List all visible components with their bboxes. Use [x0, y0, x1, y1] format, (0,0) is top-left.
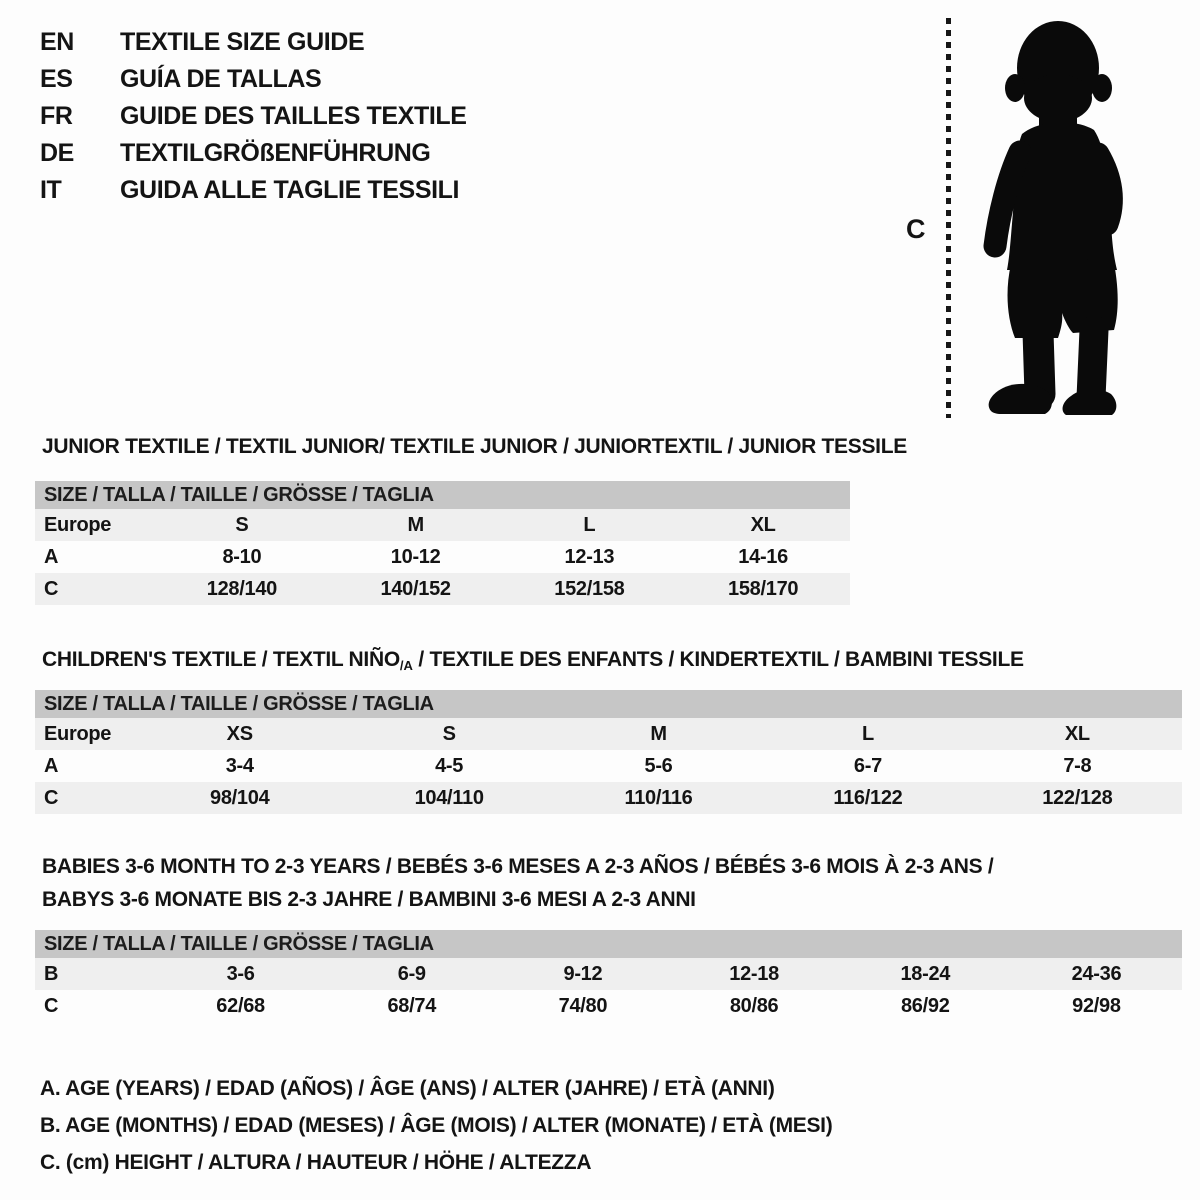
table-cell: L [583, 513, 596, 536]
language-title: TEXTILE SIZE GUIDE [120, 28, 365, 56]
legend-line-c: C. (cm) HEIGHT / ALTURA / HAUTEUR / HÖHE / ALTEZZA [40, 1151, 592, 1174]
table-cell: 18-24 [900, 962, 951, 985]
height-measure-dashed-line [946, 18, 951, 418]
table-cell: 7-8 [1063, 754, 1092, 777]
silhouette-leg-left [1038, 332, 1040, 394]
table-row [35, 958, 1182, 990]
toddler-silhouette-image [965, 16, 1145, 418]
table-cell: M [407, 513, 424, 536]
language-code: EN [40, 28, 74, 56]
children-title-rest: / TEXTILE DES ENFANTS / KINDERTEXTIL / BAMBINI TESSILE [412, 648, 1024, 671]
language-title-list [40, 24, 467, 209]
table-cell: 152/158 [554, 577, 625, 600]
table-cell: 92/98 [1072, 994, 1121, 1017]
children-table [35, 690, 1182, 814]
table-cell: S [442, 722, 456, 745]
table-row [35, 990, 1182, 1022]
table-cell: 9-12 [563, 962, 603, 985]
table-row [35, 750, 1182, 782]
size-header-bar: SIZE / TALLA / TAILLE / GRÖSSE / TAGLIA [35, 481, 850, 509]
legend-line-a: A. AGE (YEARS) / EDAD (AÑOS) / ÂGE (ANS) / ALTER (JAHRE) / ETÀ (ANNI) [40, 1077, 775, 1100]
babies-section-title [42, 850, 993, 916]
junior-table [35, 481, 850, 605]
language-title: GUÍA DE TALLAS [120, 65, 322, 93]
language-title: TEXTILGRÖßENFÜHRUNG [120, 139, 431, 167]
children-title-main: CHILDREN'S TEXTILE / TEXTIL NIÑO [42, 648, 400, 671]
list-item [40, 61, 467, 98]
table-row [35, 509, 850, 541]
table-cell: 3-6 [226, 962, 255, 985]
table-row [35, 573, 850, 605]
table-cell: 5-6 [644, 754, 673, 777]
table-cell: 74/80 [558, 994, 608, 1017]
table-cell: 80/86 [729, 994, 779, 1017]
table-cell: 122/128 [1042, 786, 1113, 809]
table-cell: 68/74 [387, 994, 437, 1017]
children-section-title [42, 643, 1024, 678]
table-row [35, 541, 850, 573]
language-title: GUIDE DES TAILLES TEXTILE [120, 102, 467, 130]
table-cell: 128/140 [206, 577, 277, 600]
table-cell: 3-4 [225, 754, 254, 777]
table-cell: 158/170 [728, 577, 799, 600]
measurement-legend [40, 1070, 832, 1181]
table-cell: 62/68 [216, 994, 265, 1017]
list-item [40, 135, 467, 172]
table-cell: XS [226, 722, 253, 745]
measure-label-c: C [906, 214, 926, 244]
table-cell: 4-5 [435, 754, 464, 777]
row-label: C [44, 994, 59, 1017]
babies-title-line1: BABIES 3-6 MONTH TO 2-3 YEARS / BEBÉS 3-6 MESES A 2-3 AÑOS / BÉBÉS 3-6 MOIS À 2-3 ANS / [42, 855, 994, 878]
list-item [40, 172, 467, 209]
row-label: C [44, 577, 59, 600]
table-cell: 12-13 [564, 545, 615, 568]
row-label: A [44, 754, 59, 777]
table-cell: 6-7 [853, 754, 882, 777]
table-cell: 14-16 [738, 545, 788, 568]
list-item [40, 98, 467, 135]
table-cell: M [650, 722, 667, 745]
table-cell: 104/110 [414, 786, 484, 809]
language-code: IT [40, 176, 62, 204]
silhouette-arm-right [1098, 154, 1111, 224]
table-cell: XL [750, 513, 776, 536]
table-cell: 10-12 [390, 545, 441, 568]
row-label: Europe [44, 513, 112, 536]
table-cell: XL [1064, 722, 1090, 745]
table-cell: 110/116 [624, 786, 693, 809]
size-header-bar: SIZE / TALLA / TAILLE / GRÖSSE / TAGLIA [35, 690, 1182, 718]
table-cell: 6-9 [397, 962, 426, 985]
table-row [35, 718, 1182, 750]
language-code: ES [40, 65, 73, 93]
junior-section-title: JUNIOR TEXTILE / TEXTIL JUNIOR/ TEXTILE JUNIOR / JUNIORTEXTIL / JUNIOR TESSILE [42, 435, 907, 458]
list-item [40, 24, 467, 61]
row-label: A [44, 545, 59, 568]
silhouette-leg-right [1091, 330, 1094, 398]
table-cell: 98/104 [210, 786, 270, 809]
language-title: GUIDA ALLE TAGLIE TESSILI [120, 176, 460, 204]
row-label: C [44, 786, 59, 809]
table-cell: 140/152 [380, 577, 451, 600]
babies-title-line2: BABYS 3-6 MONATE BIS 2-3 JAHRE / BAMBINI 3-6 MESI A 2-3 ANNI [42, 888, 696, 911]
table-cell: 86/92 [900, 994, 950, 1017]
babies-table [35, 930, 1182, 1022]
silhouette-ear-left [1005, 74, 1025, 102]
language-code: DE [40, 139, 74, 167]
size-header-bar: SIZE / TALLA / TAILLE / GRÖSSE / TAGLIA [35, 930, 1182, 958]
silhouette-foot-right [1063, 389, 1117, 415]
children-title-subscript: /A [399, 658, 413, 673]
table-cell: 8-10 [222, 545, 262, 568]
row-label: Europe [44, 722, 112, 745]
silhouette-ear-right [1092, 74, 1112, 102]
table-cell: 12-18 [729, 962, 779, 985]
table-cell: L [861, 722, 874, 745]
row-label: B [44, 962, 59, 985]
table-cell: S [235, 513, 249, 536]
language-code: FR [40, 102, 73, 130]
table-row [35, 782, 1182, 814]
table-cell: 24-36 [1071, 962, 1122, 985]
table-cell: 116/122 [833, 786, 903, 809]
legend-line-b: B. AGE (MONTHS) / EDAD (MESES) / ÂGE (MOIS) / ALTER (MONATE) / ETÀ (MESI) [40, 1114, 833, 1137]
